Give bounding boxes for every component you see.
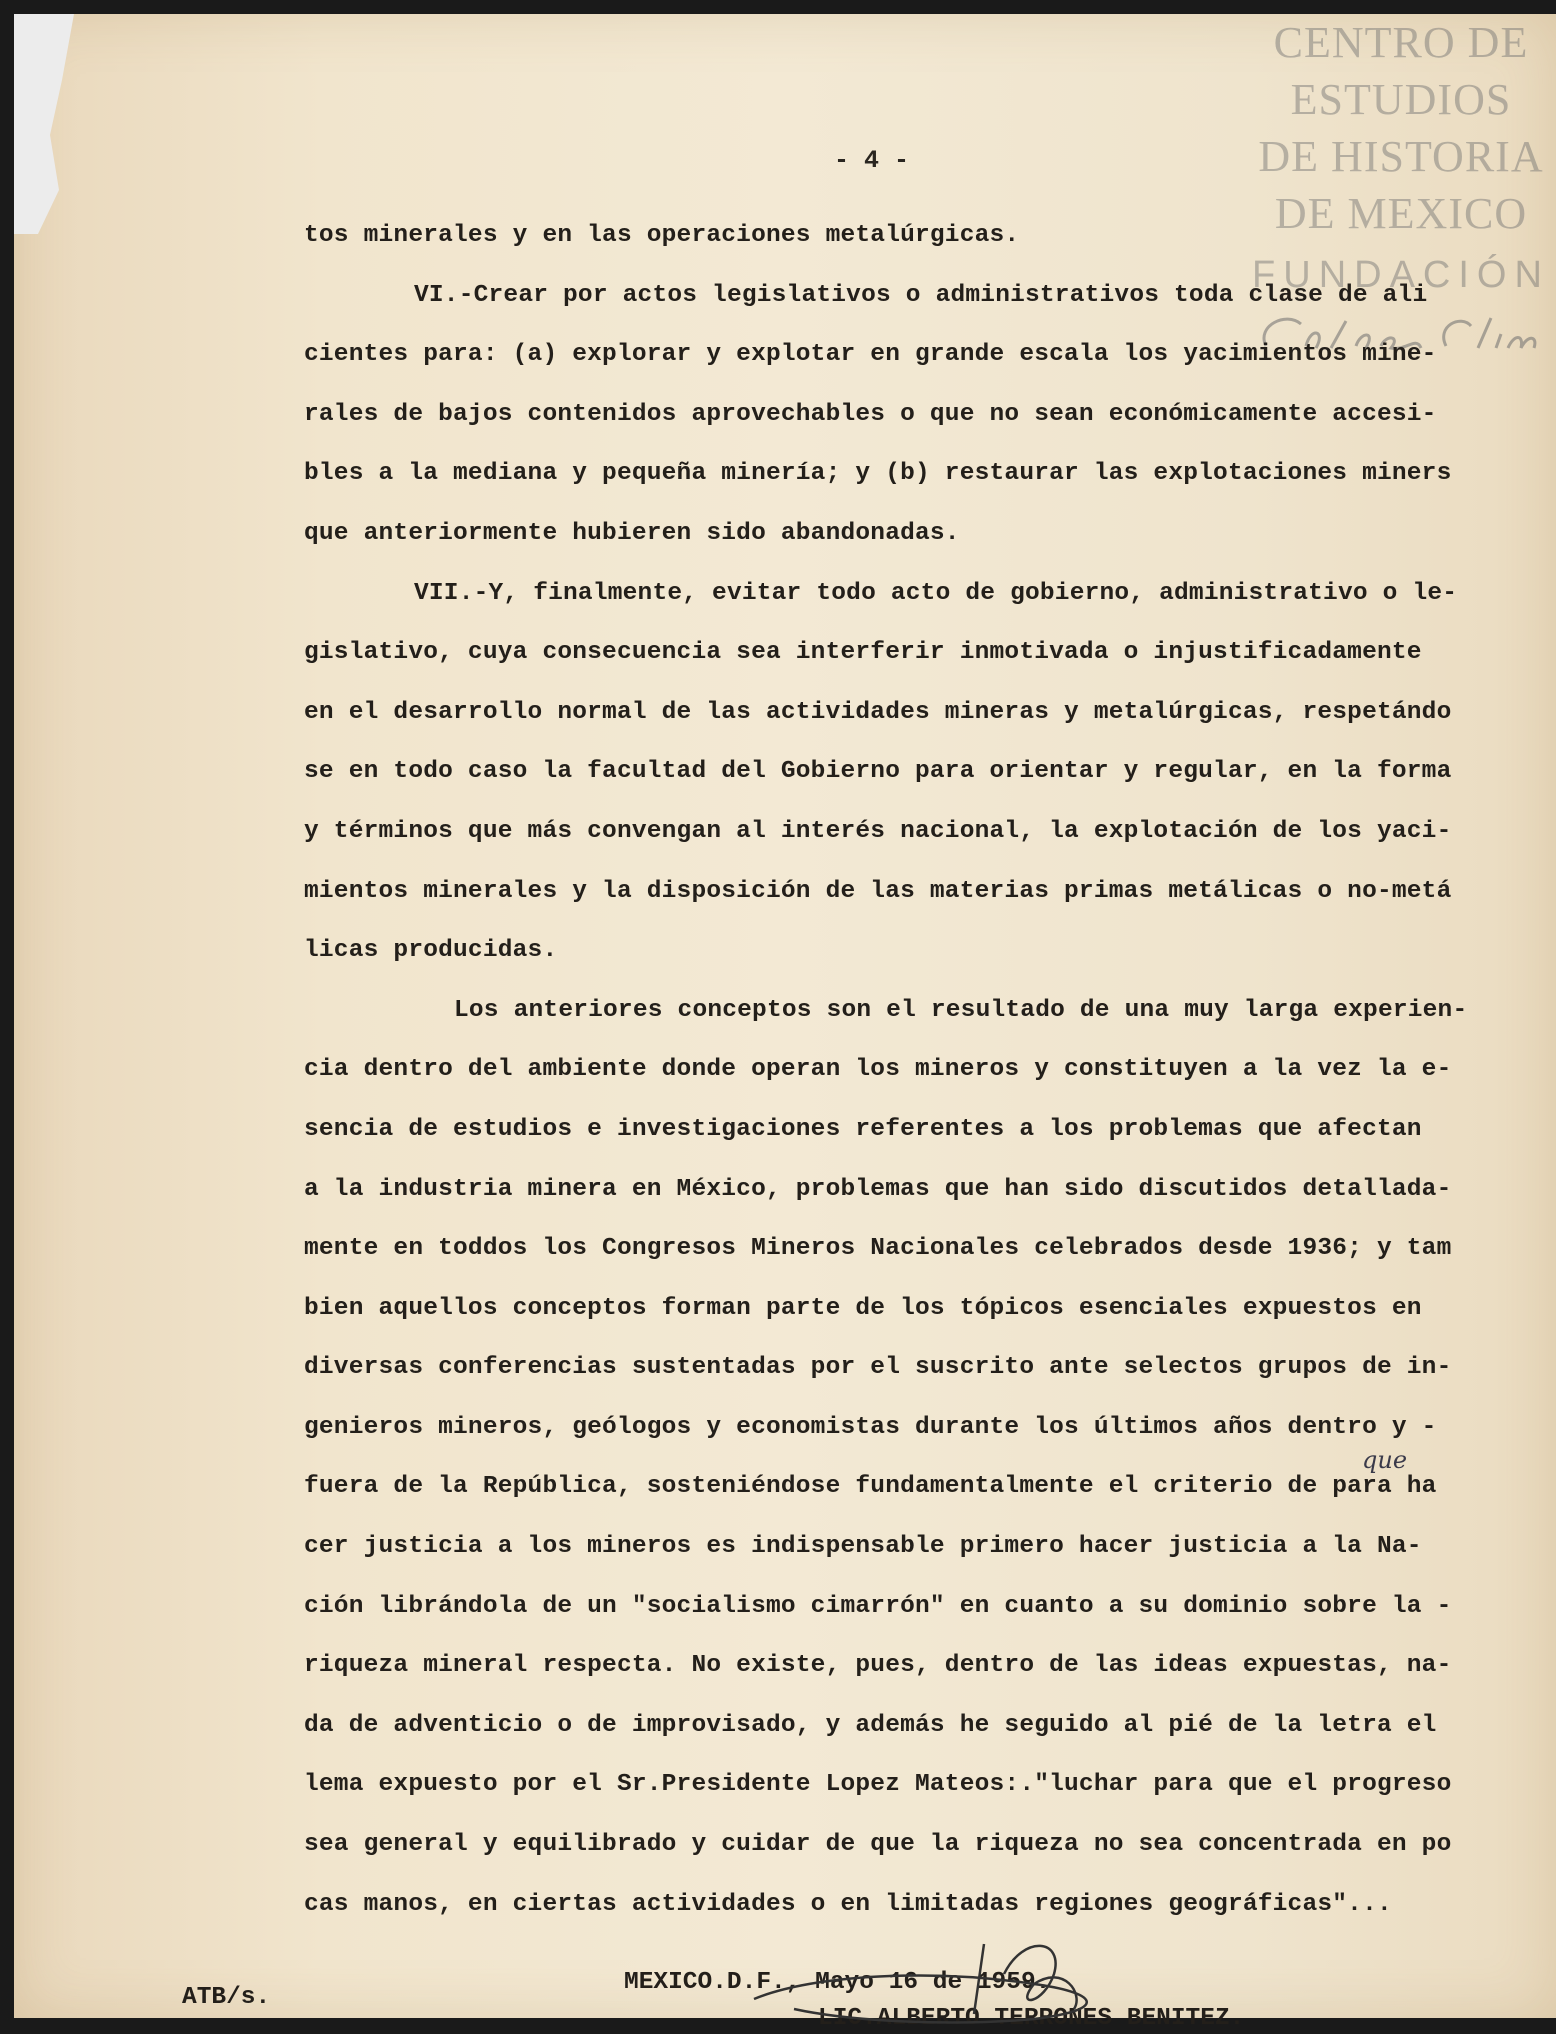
text-line: cia dentro del ambiente donde operan los mineros y constituyen a la vez la e- bbox=[304, 1056, 1452, 1084]
text-line: diversas conferencias sustentadas por el suscrito ante selectos grupos de in- bbox=[304, 1354, 1452, 1382]
text-line: genieros mineros, geólogos y economistas durante los últimos años dentro y - bbox=[304, 1413, 1437, 1441]
typed-body-text bbox=[304, 206, 1504, 1934]
text-line: Los anteriores conceptos son el resultado de una muy larga experien- bbox=[454, 996, 1468, 1024]
text-line: riqueza mineral respecta. No existe, pues, dentro de las ideas expuestas, na- bbox=[304, 1652, 1452, 1680]
document-page bbox=[14, 14, 1556, 2032]
text-line: tos minerales y en las operaciones metalúrgicas. bbox=[304, 222, 1020, 249]
text-line: da de adventicio o de improvisado, y además he seguido al pié de la letra el bbox=[304, 1711, 1437, 1739]
text-line: mientos minerales y la disposición de las materias primas metálicas o no-metá bbox=[304, 877, 1452, 905]
watermark-line-3: DE HISTORIA bbox=[1258, 132, 1544, 181]
text-line: que anteriormente hubieren sido abandonadas. bbox=[304, 519, 960, 547]
text-line: cas manos, en ciertas actividades o en limitadas regiones geográficas"... bbox=[304, 1890, 1392, 1918]
footer-signatory: LIC.ALBERTO TERRONES BENITEZ. bbox=[818, 2005, 1245, 2032]
text-line: VI.-Crear por actos legislativos o administrativos toda clase de ali bbox=[414, 281, 1428, 309]
footer-initials: ATB/s. bbox=[182, 1984, 271, 2011]
text-line: gislativo, cuya consecuencia sea interferir inmotivada o injustificadamente bbox=[304, 639, 1422, 667]
text-line: a la industria minera en México, problemas que han sido discutidos detallada- bbox=[304, 1175, 1452, 1203]
text-line: mente en toddos los Congresos Mineros Nacionales celebrados desde 1936; y tam bbox=[304, 1235, 1452, 1263]
watermark-line-1: CENTRO DE bbox=[1273, 18, 1529, 67]
watermark-fundacion: FUNDACIÓN bbox=[1252, 254, 1550, 296]
text-line: ción librándola de un "socialismo cimarrón" en cuanto a su dominio sobre la - bbox=[304, 1592, 1452, 1620]
text-line: sea general y equilibrado y cuidar de que la riqueza no sea concentrada en po bbox=[304, 1831, 1452, 1859]
text-line: rales de bajos contenidos aprovechables o que no sean económicamente accesi- bbox=[304, 400, 1437, 428]
text-line: cientes para: (a) explorar y explotar en grande escala los yacimientos mine- bbox=[304, 341, 1437, 369]
signature-scribble-icon bbox=[734, 1914, 1214, 2034]
text-line: sencia de estudios e investigaciones referentes a los problemas que afectan bbox=[304, 1115, 1422, 1143]
page-number: - 4 - bbox=[834, 146, 910, 175]
text-line: cer justicia a los mineros es indispensable primero hacer justicia a la Na- bbox=[304, 1533, 1422, 1561]
text-line: en el desarrollo normal de las actividades mineras y metalúrgicas, respetándo bbox=[304, 698, 1452, 726]
text-line: bles a la mediana y pequeña minería; y (b) restaurar las explotaciones miners bbox=[304, 460, 1452, 488]
text-line: bien aquellos conceptos forman parte de los tópicos esenciales expuestos en bbox=[304, 1294, 1422, 1322]
text-line: se en todo caso la facultad del Gobierno para orientar y regular, en la forma bbox=[304, 758, 1452, 786]
text-line: lema expuesto por el Sr.Presidente Lopez Mateos:."luchar para que el progreso bbox=[304, 1771, 1452, 1799]
text-line: licas producidas. bbox=[304, 937, 558, 965]
text-line: VII.-Y, finalmente, evitar todo acto de gobierno, administrativo o le- bbox=[414, 579, 1458, 607]
text-line: y términos que más convengan al interés nacional, la explotación de los yaci- bbox=[304, 817, 1452, 845]
handwritten-insert: que bbox=[1362, 1446, 1408, 1474]
footer-date: MEXICO.D.F., Mayo 16 de 1959. bbox=[624, 1969, 1051, 1996]
watermark-line-2: ESTUDIOS bbox=[1290, 75, 1512, 124]
torn-corner bbox=[14, 14, 74, 234]
text-line: fuera de la República, sosteniéndose fundamentalmente el criterio de para ha bbox=[304, 1473, 1437, 1501]
watermark-line-4: DE MEXICO bbox=[1274, 189, 1528, 238]
